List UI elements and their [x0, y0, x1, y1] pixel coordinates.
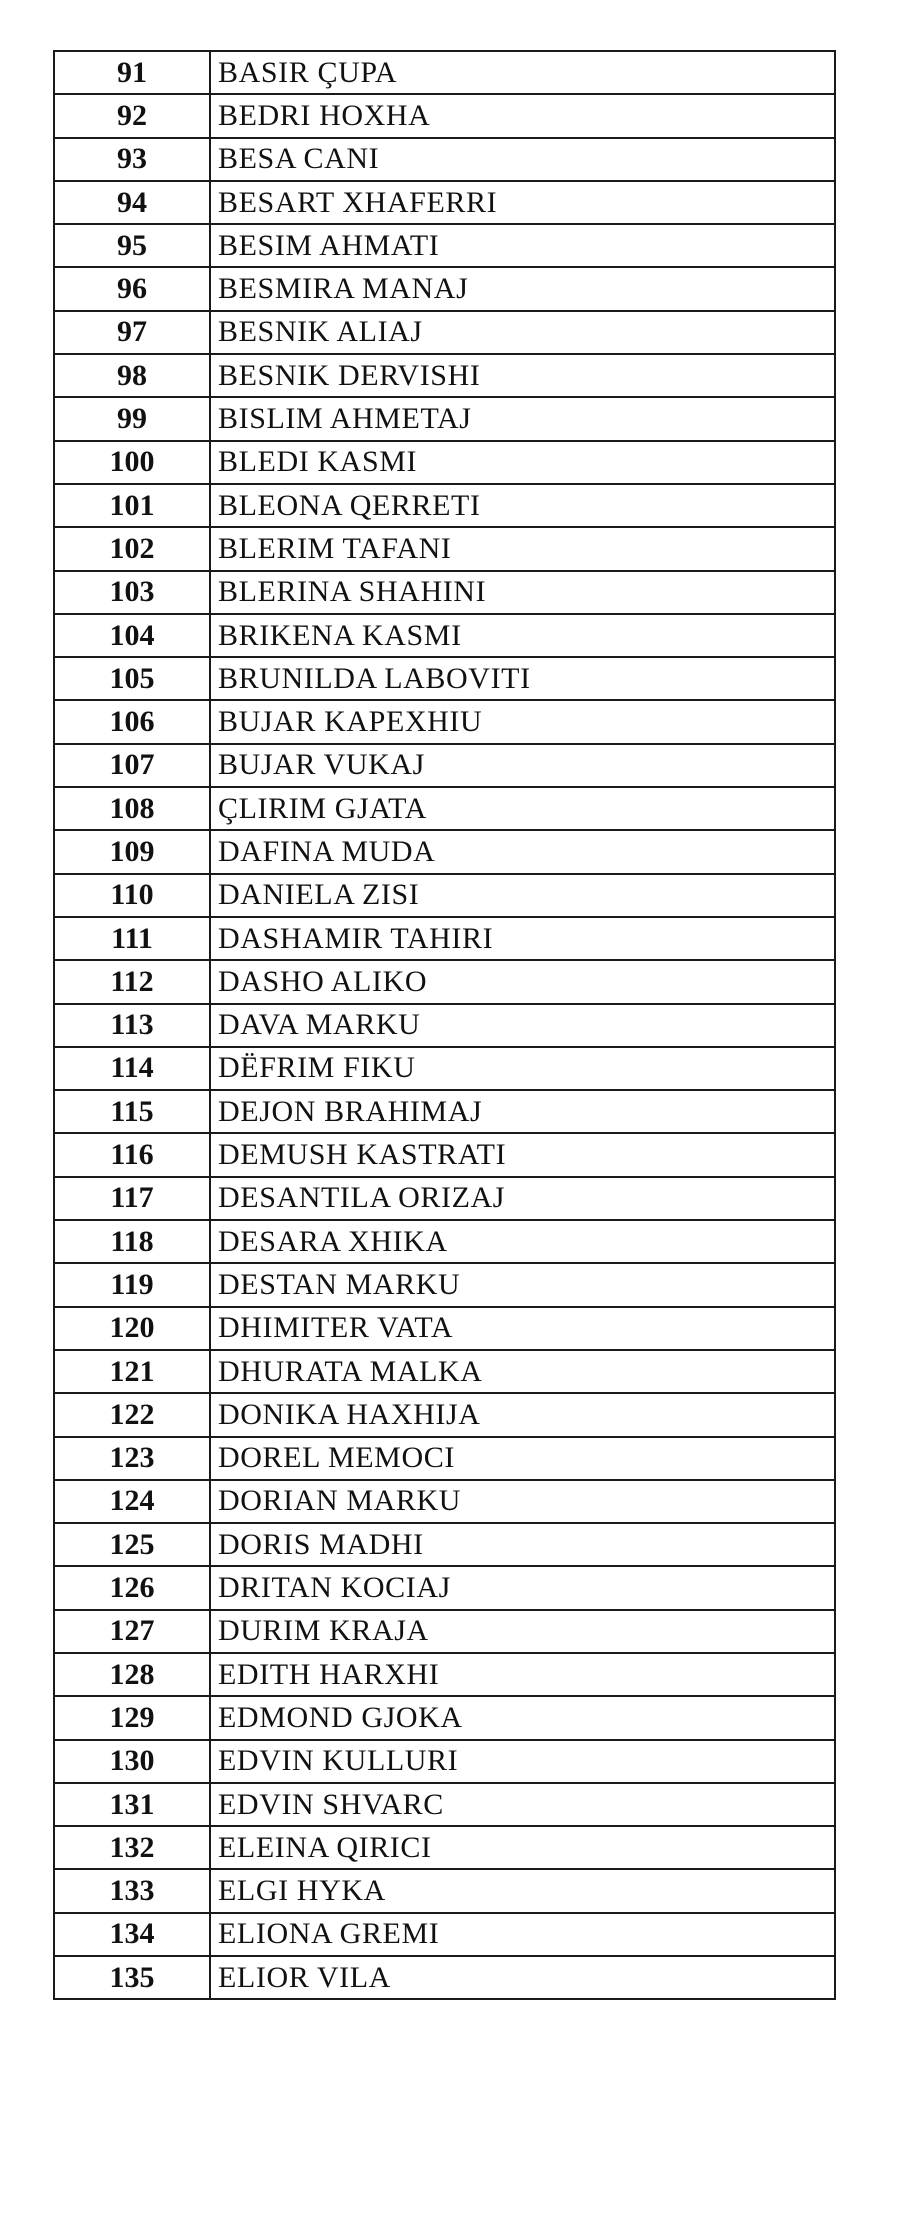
table-row	[54, 1393, 835, 1436]
table-row	[54, 1523, 835, 1566]
row-number: 117	[54, 1177, 210, 1220]
person-name: DËFRIM FIKU	[210, 1047, 835, 1090]
row-number: 128	[54, 1653, 210, 1696]
table-row	[54, 874, 835, 917]
table-row	[54, 787, 835, 830]
person-name: BESART XHAFERRI	[210, 181, 835, 224]
row-number: 129	[54, 1696, 210, 1739]
table-row	[54, 94, 835, 137]
table-row	[54, 917, 835, 960]
person-name: DASHAMIR TAHIRI	[210, 917, 835, 960]
row-number: 113	[54, 1004, 210, 1047]
person-name: DESARA XHIKA	[210, 1220, 835, 1263]
person-name: BESA CANI	[210, 138, 835, 181]
row-number: 102	[54, 527, 210, 570]
table-row	[54, 1653, 835, 1696]
person-name: DEJON BRAHIMAJ	[210, 1090, 835, 1133]
table-row	[54, 1480, 835, 1523]
table-row	[54, 1740, 835, 1783]
row-number: 99	[54, 397, 210, 440]
row-number: 95	[54, 224, 210, 267]
row-number: 123	[54, 1437, 210, 1480]
table-row	[54, 1004, 835, 1047]
person-name: DAFINA MUDA	[210, 830, 835, 873]
row-number: 100	[54, 441, 210, 484]
table-row	[54, 1263, 835, 1306]
person-name: DHIMITER VATA	[210, 1307, 835, 1350]
row-number: 125	[54, 1523, 210, 1566]
row-number: 133	[54, 1869, 210, 1912]
row-number: 109	[54, 830, 210, 873]
person-name: BASIR ÇUPA	[210, 51, 835, 94]
table-row	[54, 1783, 835, 1826]
person-name: BUJAR KAPEXHIU	[210, 700, 835, 743]
row-number: 118	[54, 1220, 210, 1263]
row-number: 96	[54, 267, 210, 310]
row-number: 131	[54, 1783, 210, 1826]
person-name: DESANTILA ORIZAJ	[210, 1177, 835, 1220]
table-row	[54, 571, 835, 614]
table-row	[54, 224, 835, 267]
row-number: 114	[54, 1047, 210, 1090]
person-name: EDITH HARXHI	[210, 1653, 835, 1696]
row-number: 127	[54, 1610, 210, 1653]
table-row	[54, 960, 835, 1003]
person-name: DURIM KRAJA	[210, 1610, 835, 1653]
person-name: DASHO ALIKO	[210, 960, 835, 1003]
row-number: 120	[54, 1307, 210, 1350]
table-row	[54, 181, 835, 224]
row-number: 91	[54, 51, 210, 94]
table-row	[54, 1566, 835, 1609]
table-row	[54, 744, 835, 787]
row-number: 98	[54, 354, 210, 397]
row-number: 105	[54, 657, 210, 700]
person-name: DORIS MADHI	[210, 1523, 835, 1566]
row-number: 134	[54, 1913, 210, 1956]
row-number: 121	[54, 1350, 210, 1393]
table-row	[54, 527, 835, 570]
row-number: 112	[54, 960, 210, 1003]
row-number: 130	[54, 1740, 210, 1783]
person-name: EDMOND GJOKA	[210, 1696, 835, 1739]
table-row	[54, 1047, 835, 1090]
row-number: 108	[54, 787, 210, 830]
person-name: DEMUSH KASTRATI	[210, 1133, 835, 1176]
table-row	[54, 700, 835, 743]
table-row	[54, 1696, 835, 1739]
person-name: DOREL MEMOCI	[210, 1437, 835, 1480]
table-row	[54, 1869, 835, 1912]
person-name: DESTAN MARKU	[210, 1263, 835, 1306]
row-number: 115	[54, 1090, 210, 1133]
person-name: BLEONA QERRETI	[210, 484, 835, 527]
row-number: 92	[54, 94, 210, 137]
table-row	[54, 484, 835, 527]
person-name: ÇLIRIM GJATA	[210, 787, 835, 830]
table-row	[54, 1177, 835, 1220]
row-number: 104	[54, 614, 210, 657]
document-sheet	[53, 50, 836, 2000]
person-name: BESNIK DERVISHI	[210, 354, 835, 397]
person-name: EDVIN SHVARC	[210, 1783, 835, 1826]
row-number: 132	[54, 1826, 210, 1869]
row-number: 122	[54, 1393, 210, 1436]
person-name: BRUNILDA LABOVITI	[210, 657, 835, 700]
table-row	[54, 1913, 835, 1956]
person-name: BEDRI HOXHA	[210, 94, 835, 137]
person-name: BUJAR VUKAJ	[210, 744, 835, 787]
person-name: BESIM AHMATI	[210, 224, 835, 267]
table-row	[54, 138, 835, 181]
person-name: BLERIM TAFANI	[210, 527, 835, 570]
row-number: 116	[54, 1133, 210, 1176]
names-table	[53, 50, 836, 2000]
table-row	[54, 1133, 835, 1176]
table-row	[54, 51, 835, 94]
row-number: 126	[54, 1566, 210, 1609]
person-name: DANIELA ZISI	[210, 874, 835, 917]
person-name: ELGI HYKA	[210, 1869, 835, 1912]
person-name: BESMIRA MANAJ	[210, 267, 835, 310]
person-name: DRITAN KOCIAJ	[210, 1566, 835, 1609]
person-name: EDVIN KULLURI	[210, 1740, 835, 1783]
row-number: 94	[54, 181, 210, 224]
names-table-body	[54, 51, 835, 1999]
person-name: DHURATA MALKA	[210, 1350, 835, 1393]
person-name: BLERINA SHAHINI	[210, 571, 835, 614]
person-name: BISLIM AHMETAJ	[210, 397, 835, 440]
row-number: 135	[54, 1956, 210, 1999]
person-name: BLEDI KASMI	[210, 441, 835, 484]
table-row	[54, 614, 835, 657]
person-name: DAVA MARKU	[210, 1004, 835, 1047]
table-row	[54, 657, 835, 700]
table-row	[54, 1307, 835, 1350]
person-name: ELIOR VILA	[210, 1956, 835, 1999]
row-number: 101	[54, 484, 210, 527]
person-name: BRIKENA KASMI	[210, 614, 835, 657]
row-number: 110	[54, 874, 210, 917]
table-row	[54, 1610, 835, 1653]
table-row	[54, 354, 835, 397]
table-row	[54, 1437, 835, 1480]
table-row	[54, 311, 835, 354]
row-number: 119	[54, 1263, 210, 1306]
person-name: BESNIK ALIAJ	[210, 311, 835, 354]
person-name: ELEINA QIRICI	[210, 1826, 835, 1869]
person-name: ELIONA GREMI	[210, 1913, 835, 1956]
row-number: 93	[54, 138, 210, 181]
person-name: DORIAN MARKU	[210, 1480, 835, 1523]
table-row	[54, 830, 835, 873]
row-number: 97	[54, 311, 210, 354]
person-name: DONIKA HAXHIJA	[210, 1393, 835, 1436]
row-number: 107	[54, 744, 210, 787]
table-row	[54, 397, 835, 440]
table-row	[54, 1220, 835, 1263]
row-number: 124	[54, 1480, 210, 1523]
row-number: 106	[54, 700, 210, 743]
table-row	[54, 267, 835, 310]
row-number: 103	[54, 571, 210, 614]
table-row	[54, 1956, 835, 1999]
table-row	[54, 441, 835, 484]
table-row	[54, 1826, 835, 1869]
table-row	[54, 1090, 835, 1133]
row-number: 111	[54, 917, 210, 960]
table-row	[54, 1350, 835, 1393]
